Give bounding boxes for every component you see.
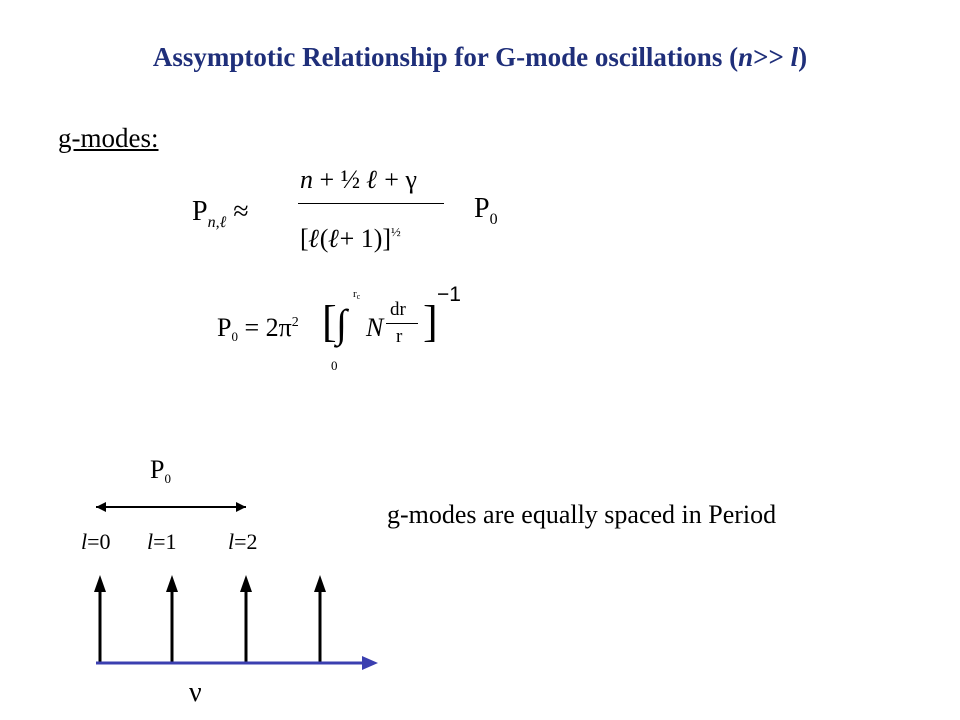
mode-arrow-l2 bbox=[240, 575, 252, 663]
eq1-num-gamma: + γ bbox=[377, 165, 417, 194]
eq2-dr: dr bbox=[390, 299, 406, 320]
diagram-P-subscript: 0 bbox=[164, 471, 171, 486]
eq1-num-ell: ℓ bbox=[366, 165, 378, 194]
eq1-rhs-P: P bbox=[474, 193, 490, 224]
label-l1-var: l bbox=[147, 529, 154, 554]
label-l2-eq: =2 bbox=[234, 529, 258, 554]
eq1-den-ell2: ℓ bbox=[328, 224, 340, 253]
eq1-den-rest: + 1)] bbox=[339, 224, 392, 253]
title-suffix: ) bbox=[798, 42, 808, 72]
eq1-den-ell1: ℓ bbox=[308, 224, 320, 253]
eq1-approx-symbol: ≈ bbox=[233, 196, 249, 227]
section-heading: g-modes: bbox=[58, 123, 159, 153]
eq2-N: N bbox=[366, 313, 384, 342]
mode-arrow-l0 bbox=[94, 575, 106, 663]
mode-arrow-l3 bbox=[314, 575, 326, 663]
label-l0-var: l bbox=[81, 529, 88, 554]
eq2-upper-subscript: c bbox=[356, 292, 361, 301]
period-double-arrow bbox=[96, 502, 246, 512]
title-n: n bbox=[738, 42, 754, 72]
eq2-exponent: −1 bbox=[437, 283, 461, 306]
eq2-pi-exponent: 2 bbox=[291, 315, 299, 330]
equal-spacing-statement: g-modes are equally spaced in Period bbox=[387, 500, 777, 529]
eq1-den-paren: ( bbox=[319, 224, 329, 253]
eq1-rhs-subscript: 0 bbox=[489, 211, 498, 228]
eq2-integral-sign: ∫ bbox=[336, 301, 347, 346]
eq1-lhs-P: P bbox=[192, 196, 208, 227]
eq1-lhs-subscript: n,ℓ bbox=[207, 214, 227, 231]
eq2-right-bracket: ] bbox=[423, 297, 438, 346]
eq1-den-open: [ bbox=[300, 224, 309, 253]
eq1-num-half: + ½ bbox=[313, 165, 367, 194]
title-mid: >> bbox=[753, 42, 791, 72]
title-l: l bbox=[790, 42, 799, 72]
diagram-P: P bbox=[150, 455, 165, 484]
frequency-axis-label: ν bbox=[189, 677, 202, 708]
label-l1-eq: =1 bbox=[153, 529, 177, 554]
eq2-upper-r: r bbox=[353, 288, 357, 300]
eq2-lower-limit: 0 bbox=[331, 358, 338, 373]
label-l2-var: l bbox=[228, 529, 235, 554]
eq2-r: r bbox=[396, 326, 403, 347]
eq2-P: P bbox=[217, 313, 232, 342]
mode-arrow-l1 bbox=[166, 575, 178, 663]
frequency-axis bbox=[96, 656, 378, 670]
eq1-den-exponent: ½ bbox=[391, 224, 401, 239]
eq2-left-bracket: [ bbox=[322, 297, 337, 346]
eq2-equals-2pi: = 2π bbox=[244, 313, 292, 342]
eq1-num-n: n bbox=[300, 165, 313, 194]
eq2-P-subscript: 0 bbox=[231, 329, 238, 344]
title-prefix: Assymptotic Relationship for G-mode oscillations ( bbox=[152, 42, 739, 72]
label-l0-eq: =0 bbox=[87, 529, 111, 554]
